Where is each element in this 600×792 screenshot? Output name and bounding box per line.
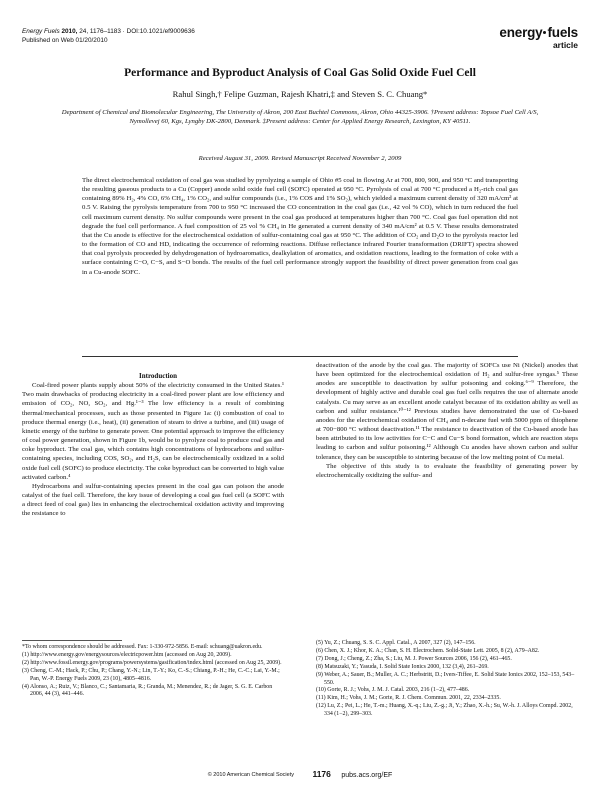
body-paragraph: The objective of this study is to evaluate the feasibility of generating power by electrochemically oxidizing the sulfur- and bbox=[316, 462, 578, 479]
volume-pages-doi: 24, 1176–1183 · DOI:10.1021/ef9009636 bbox=[77, 28, 195, 35]
reference-item: (7) Dong, J.; Cheng, Z.; Zha, S.; Liu, M. J. Power Sources 2006, 156 (2), 461–465. bbox=[316, 655, 512, 662]
paper-title: Performance and Byproduct Analysis of Coal Gas Solid Oxide Fuel Cell bbox=[124, 67, 476, 79]
journal-header bbox=[22, 28, 195, 45]
abstract: The direct electrochemical oxidation of coal gas was studied by pyrolyzing a sample of Ohio #5 coal in flowing Ar at 700, 800, 900, and 950 °C and transporting the resulting gaseous products to a Cu (Copper) anode solid oxide fuel cell (SOFC) operated at 950 °C. Pyrolysis of coal at 700 °C produced a H₂-rich coal gas containing 89% H₂, 4% CO, 6% CH₄, 1% CO₂, and sulfur compounds (i.e., 1% COS and 1% SO₂), which yielded a maximum current density of 320 mA/cm² at 0.5 V. Raising the pyrolysis temperature from 700 to 950 °C increased the CO concentration in the coal gas (i.e., 42 vol % CO), which in turn reduced the fuel cell maximum current density. No sulfur compounds were present in the coal gas produced at temperatures higher than 700 °C. Coal gas fuel operation did not degrade the fuel cell performance. A fuel composition of 25 vol % CH₄ in He generated a current density of 340 mA/cm² at 0.5 V. These results demonstrated that the Cu anode is effective for the electrochemical oxidation of sulfur-containing coal gas at 950 °C. The addition of CO₂ and D₂O to the pyrolysis reactor led to the formation of CO and HD, indicating the occurrence of reforming reactions. Diffuse reflectance infrared Fourier transformation (DRIFT) spectra showed that coal pyrolysis proceeded by dehydrogenation of hydroaromatics, dealkylation of aromatics, and oxidation reactions, leading to the formation of coke with a surface containing C−O, C−S, and S−O bonds. The results of the fuel cell performance strongly support the feasibility of direct power generation from coal gas in a Cu-anode SOFC. bbox=[82, 177, 518, 276]
article-label: article bbox=[552, 40, 578, 50]
author-list: Rahul Singh,† Felipe Guzman, Rajesh Khatri,‡ and Steven S. C. Chuang* bbox=[172, 89, 428, 99]
section-heading-introduction: Introduction bbox=[139, 372, 177, 380]
reference-item: (4) Alonso, A.; Ruiz, V.; Blanco, C.; Santamaria, R.; Granda, M.; Menendez, R.; de Jager, S. G. E. Carbon 2006, 44 (3), 441–446. bbox=[22, 683, 273, 698]
reference-item: (1) http://www.energy.gov/energysources/electricpower.htm (accessed on Aug 20, 2009). bbox=[22, 651, 232, 658]
journal-url-link[interactable]: pubs.acs.org/EF bbox=[341, 772, 393, 779]
copyright: © 2010 American Chemical Society bbox=[207, 772, 294, 778]
logo-text: energy fuels bbox=[499, 25, 578, 40]
reference-item: (9) Weber, A.; Sauer, B.; Muller, A. C.; Herbstritt, D.; Ivers-Tiffee, E. Solid State Ionics 2002, 152–153, 543–550. bbox=[316, 671, 575, 686]
reference-item: (2) http://www.fossil.energy.gov/programs/powersystems/gasification/index.html (accessed on Aug 25, 2009). bbox=[22, 659, 282, 666]
footnote-rule bbox=[22, 640, 122, 643]
received-dates: Received August 31, 2009. Revised Manuscript Received November 2, 2009 bbox=[198, 155, 402, 162]
right-column bbox=[316, 361, 578, 480]
body-paragraph: Coal-fired power plants supply about 50% of the electricity consumed in the United States.¹ Two main drawbacks of producing electricity in a coal-fired power plant are low efficiency and emission of CO₂, NO, SO₂, and Hg.¹⁻³ The low efficiency is a result of combining thermal/mechanical processes, such as those presented in Figure 1a: (i) combustion of coal to produce thermal energy (i.e., heat), (ii) generation of steam to drive a turbine, and (iii) usage of kinetic energy of the turbine to generate power. One potential approach to improve the efficiency of coal power generation, shown in Figure 1b, would be to pyrolyze coal to produce coal gas and coke byproduct. The coal gas, which contains high concentrations of hydrocarbons and sulfur-containing species, including COS, SO₂, and H₂S, can be electrochemically oxidized in a solid oxide fuel cell (SOFC) to produce electricity. The coke byproduct can be converted to high value activated carbon.⁴ bbox=[22, 382, 284, 481]
reference-item: (10) Gorte, R. J.; Vohs, J. M. J. Catal. 2003, 216 (1−2), 477–486. bbox=[316, 687, 470, 694]
reference-item: (3) Cheng, C.-M.; Hack, P.; Chu, P.; Chang, Y.-N.; Lin, T.-Y.; Ko, C.-S.; Chiang, P.-H.; He, C.-C.; Lai, Y.-M.; Pan, W.-P. Energy Fuels 2009, 23 (10), 4805–4816. bbox=[22, 667, 280, 682]
journal-year: 2010, bbox=[61, 28, 78, 35]
correspondence-note: *To whom correspondence should be addressed. Fax: 1-330-972-5856. E-mail: schuang@uakron.edu. bbox=[22, 644, 263, 650]
left-column bbox=[22, 372, 284, 519]
body-paragraph: Hydrocarbons and sulfur-containing species present in the coal gas can poison the anode catalyst of the fuel cell. Therefore, the key issue of developing a coal gas fuel cell (a SOFC with a direct feed of coal gas) lies in enhancing the electrochemical oxidation activity and improving the resistance to bbox=[22, 482, 284, 518]
page-footer bbox=[0, 764, 600, 782]
abstract-divider bbox=[82, 356, 518, 357]
reference-item: (6) Chen, X. J.; Khor, K. A.; Chan, S. H. Electrochem. Solid-State Lett. 2005, 8 (2), A79–A82. bbox=[316, 647, 540, 654]
reference-item: (11) Kim, H.; Vohs, J. M.; Gorte, R. J. Chem. Commun. 2001, 22, 2334–2335. bbox=[316, 695, 501, 702]
citation-line bbox=[22, 28, 195, 37]
reference-item: (8) Matsuzaki, Y.; Yasuda, I. Solid State Ionics 2000, 132 (3,4), 261–269. bbox=[316, 663, 489, 670]
body-paragraph: deactivation of the anode by the coal gas. The majority of SOFCs use Ni (Nickel) anodes that have been optimized for the electrochemical oxidation of H₂ and sulfur-free syngas.⁵ These anodes are susceptible to deactivation by sulfur poisoning and coking.⁶⁻⁹ Therefore, the development of highly active and durable coal gas fuel cells requires the use of alternate anode catalysts. Cu may serve as an excellent anode catalyst because of its oxidation ability as well as carbon and sulfur resistance.¹⁰⁻¹² Previous studies have demonstrated the use of Cu-based anodes for the electrochemical oxidation of CH₄ and n-decane fuel with 5000 ppm of thiophene at 700−800 °C without deactivation.¹¹ The resistance to deactivation of the Cu-based anode has been attributed to its low activities for C−C and Cu−S bond formation, which are reaction steps leading to carbon and sulfur poisoning.¹² Although Cu anodes have shown carbon and sulfur tolerance, they can be susceptible to sintering because of the low melting point of Cu metal. bbox=[316, 362, 578, 461]
footnotes-left bbox=[22, 644, 284, 699]
affiliation: Department of Chemical and Biomolecular Engineering, The University of Akron, 200 East Buchtel Commons, Akron, Ohio 44325-3906. †Present address: Topsoe Fuel Cell A/S, Nymollevej 60, Kgs, Lyngby DK-2800, Denmark. ‡Present address: Center for Applied Energy Research, Lexington, KY 40511. bbox=[61, 109, 539, 126]
journal-logo bbox=[499, 26, 578, 51]
page-number: 1176 bbox=[312, 769, 331, 779]
published-date: Published on Web 01/20/2010 bbox=[22, 36, 108, 44]
journal-name: Energy Fuels bbox=[22, 28, 60, 35]
reference-item: (5) Yu, Z.; Chuang, S. S. C. Appl. Catal., A 2007, 327 (2), 147–156. bbox=[316, 640, 476, 646]
reference-item: (12) Lu, Z.; Pei, L.; He, T.-m.; Huang, X.-q.; Liu, Z.-g.; Ji, Y.; Zhao, X.-h.; Su, W.-h. J. Alloys Compd. 2002, 334 (1−2), 299–303. bbox=[316, 703, 573, 718]
footnotes-right bbox=[316, 640, 578, 719]
